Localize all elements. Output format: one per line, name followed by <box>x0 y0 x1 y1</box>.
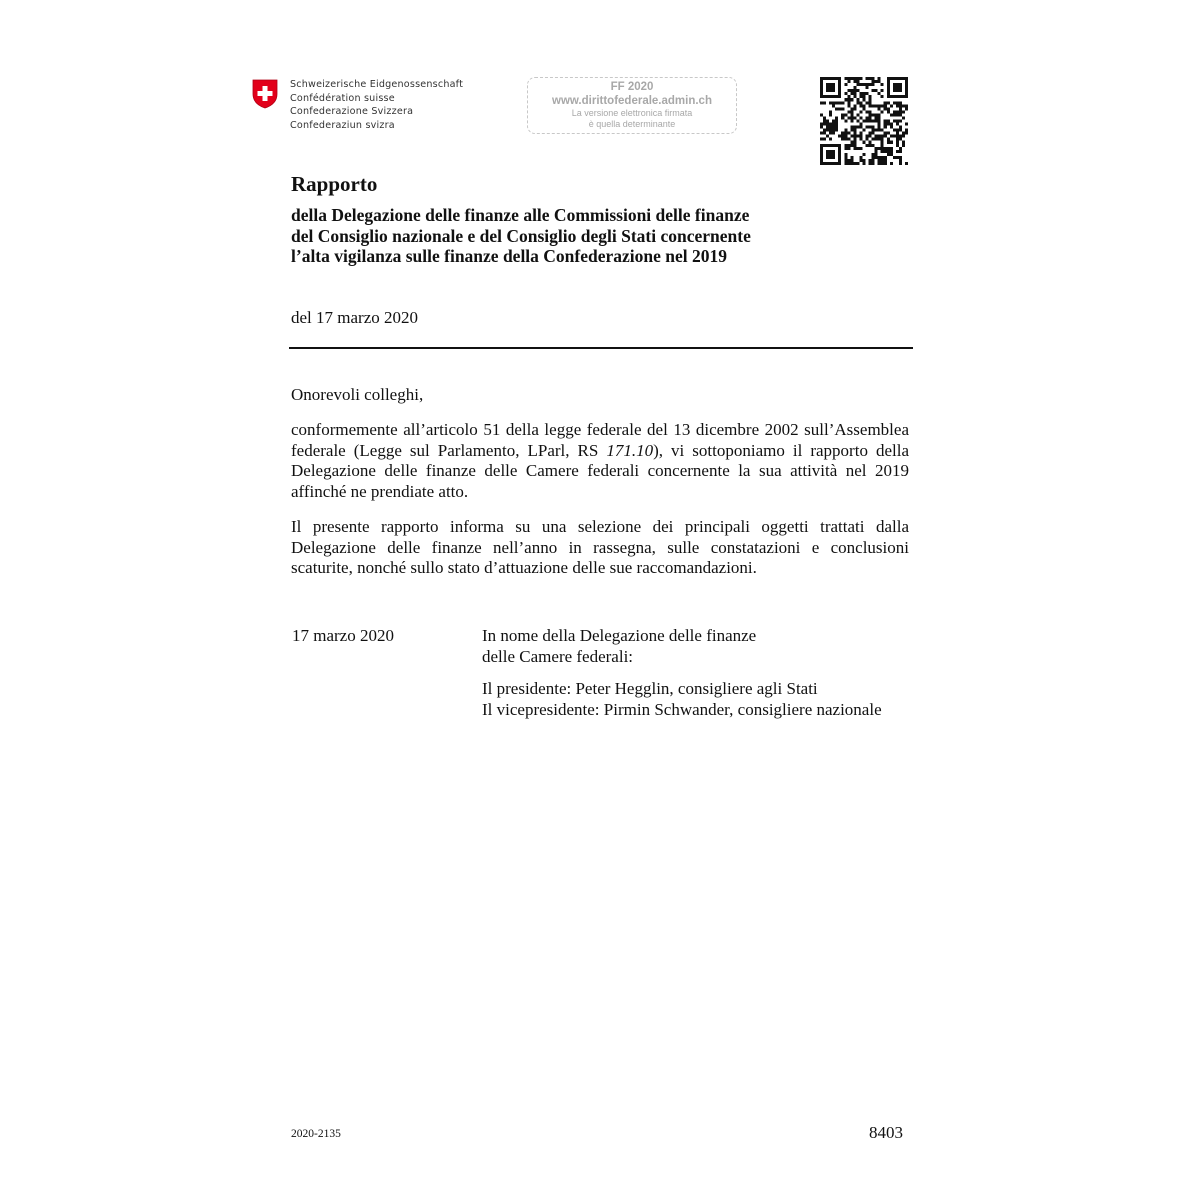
stamp-note-1: La versione elettronica firmata <box>571 108 693 118</box>
on-behalf-line: In nome della Delegazione delle finanze <box>482 626 757 645</box>
signature-on-behalf <box>482 626 756 667</box>
paragraph-1-legal-ref: 171.10 <box>606 440 654 460</box>
confederation-name-fr: Confédération suisse <box>290 92 395 104</box>
paragraph-2: Il presente rapporto informa su una selezione dei principali oggetti trattati dalla Delegazione delle finanze nell’anno in rassegna, sulle constatazioni e conclusioni scaturite, nonché sullo stato d’attuazione delle sue raccomandazioni. <box>291 517 909 577</box>
paragraph-1-text-a: conformemente all’articolo 51 della legge federale del 13 dicembre 2002 sull’Assemblea federale (Legge sul Parlamento, LParl, RS <box>291 420 909 460</box>
vice-president: Il vicepresidente: Pirmin Schwander, consigliere nazionale <box>482 699 882 719</box>
document-subtitle <box>291 205 751 267</box>
confederation-name-rm: Confederaziun svizra <box>290 119 395 131</box>
document-date: del 17 marzo 2020 <box>291 308 418 327</box>
document-title: Rapporto <box>291 172 378 196</box>
stamp-note-2: è quella determinante <box>588 119 676 129</box>
swiss-cross-icon <box>252 79 278 109</box>
paragraph-1-text-b: ), vi sottoponiamo il rapporto della Delegazione delle finanze delle Camere federali concernente la sua attività nel 2019 affinché ne prendiate atto. <box>291 440 910 501</box>
divider <box>289 347 913 349</box>
document-reference: 2020-2135 <box>291 1128 341 1140</box>
qr-code-icon <box>820 77 908 165</box>
confederation-names <box>290 78 463 132</box>
on-behalf-line: delle Camere federali: <box>482 646 634 666</box>
paragraph-1 <box>291 420 909 502</box>
stamp-ff: FF 2020 <box>610 81 654 93</box>
page-number: 8403 <box>869 1123 903 1142</box>
confederation-name-it: Confederazione Svizzera <box>290 106 414 118</box>
stamp-url: www.dirittofederale.admin.ch <box>552 95 712 107</box>
salutation: Onorevoli colleghi, <box>291 385 424 404</box>
electronic-version-stamp <box>527 77 737 134</box>
president: Il presidente: Peter Hegglin, consigliere agli Stati <box>482 679 818 698</box>
subtitle-line: l’alta vigilanza sulle finanze della Confederazione nel 2019 <box>291 246 728 266</box>
signatories <box>482 679 882 720</box>
confederation-name-de: Schweizerische Eidgenossenschaft <box>290 79 464 90</box>
signature-date: 17 marzo 2020 <box>292 626 394 645</box>
subtitle-line: del Consiglio nazionale e del Consiglio degli Stati concernente <box>291 225 751 246</box>
subtitle-line: della Delegazione delle finanze alle Commissioni delle finanze <box>291 205 750 225</box>
